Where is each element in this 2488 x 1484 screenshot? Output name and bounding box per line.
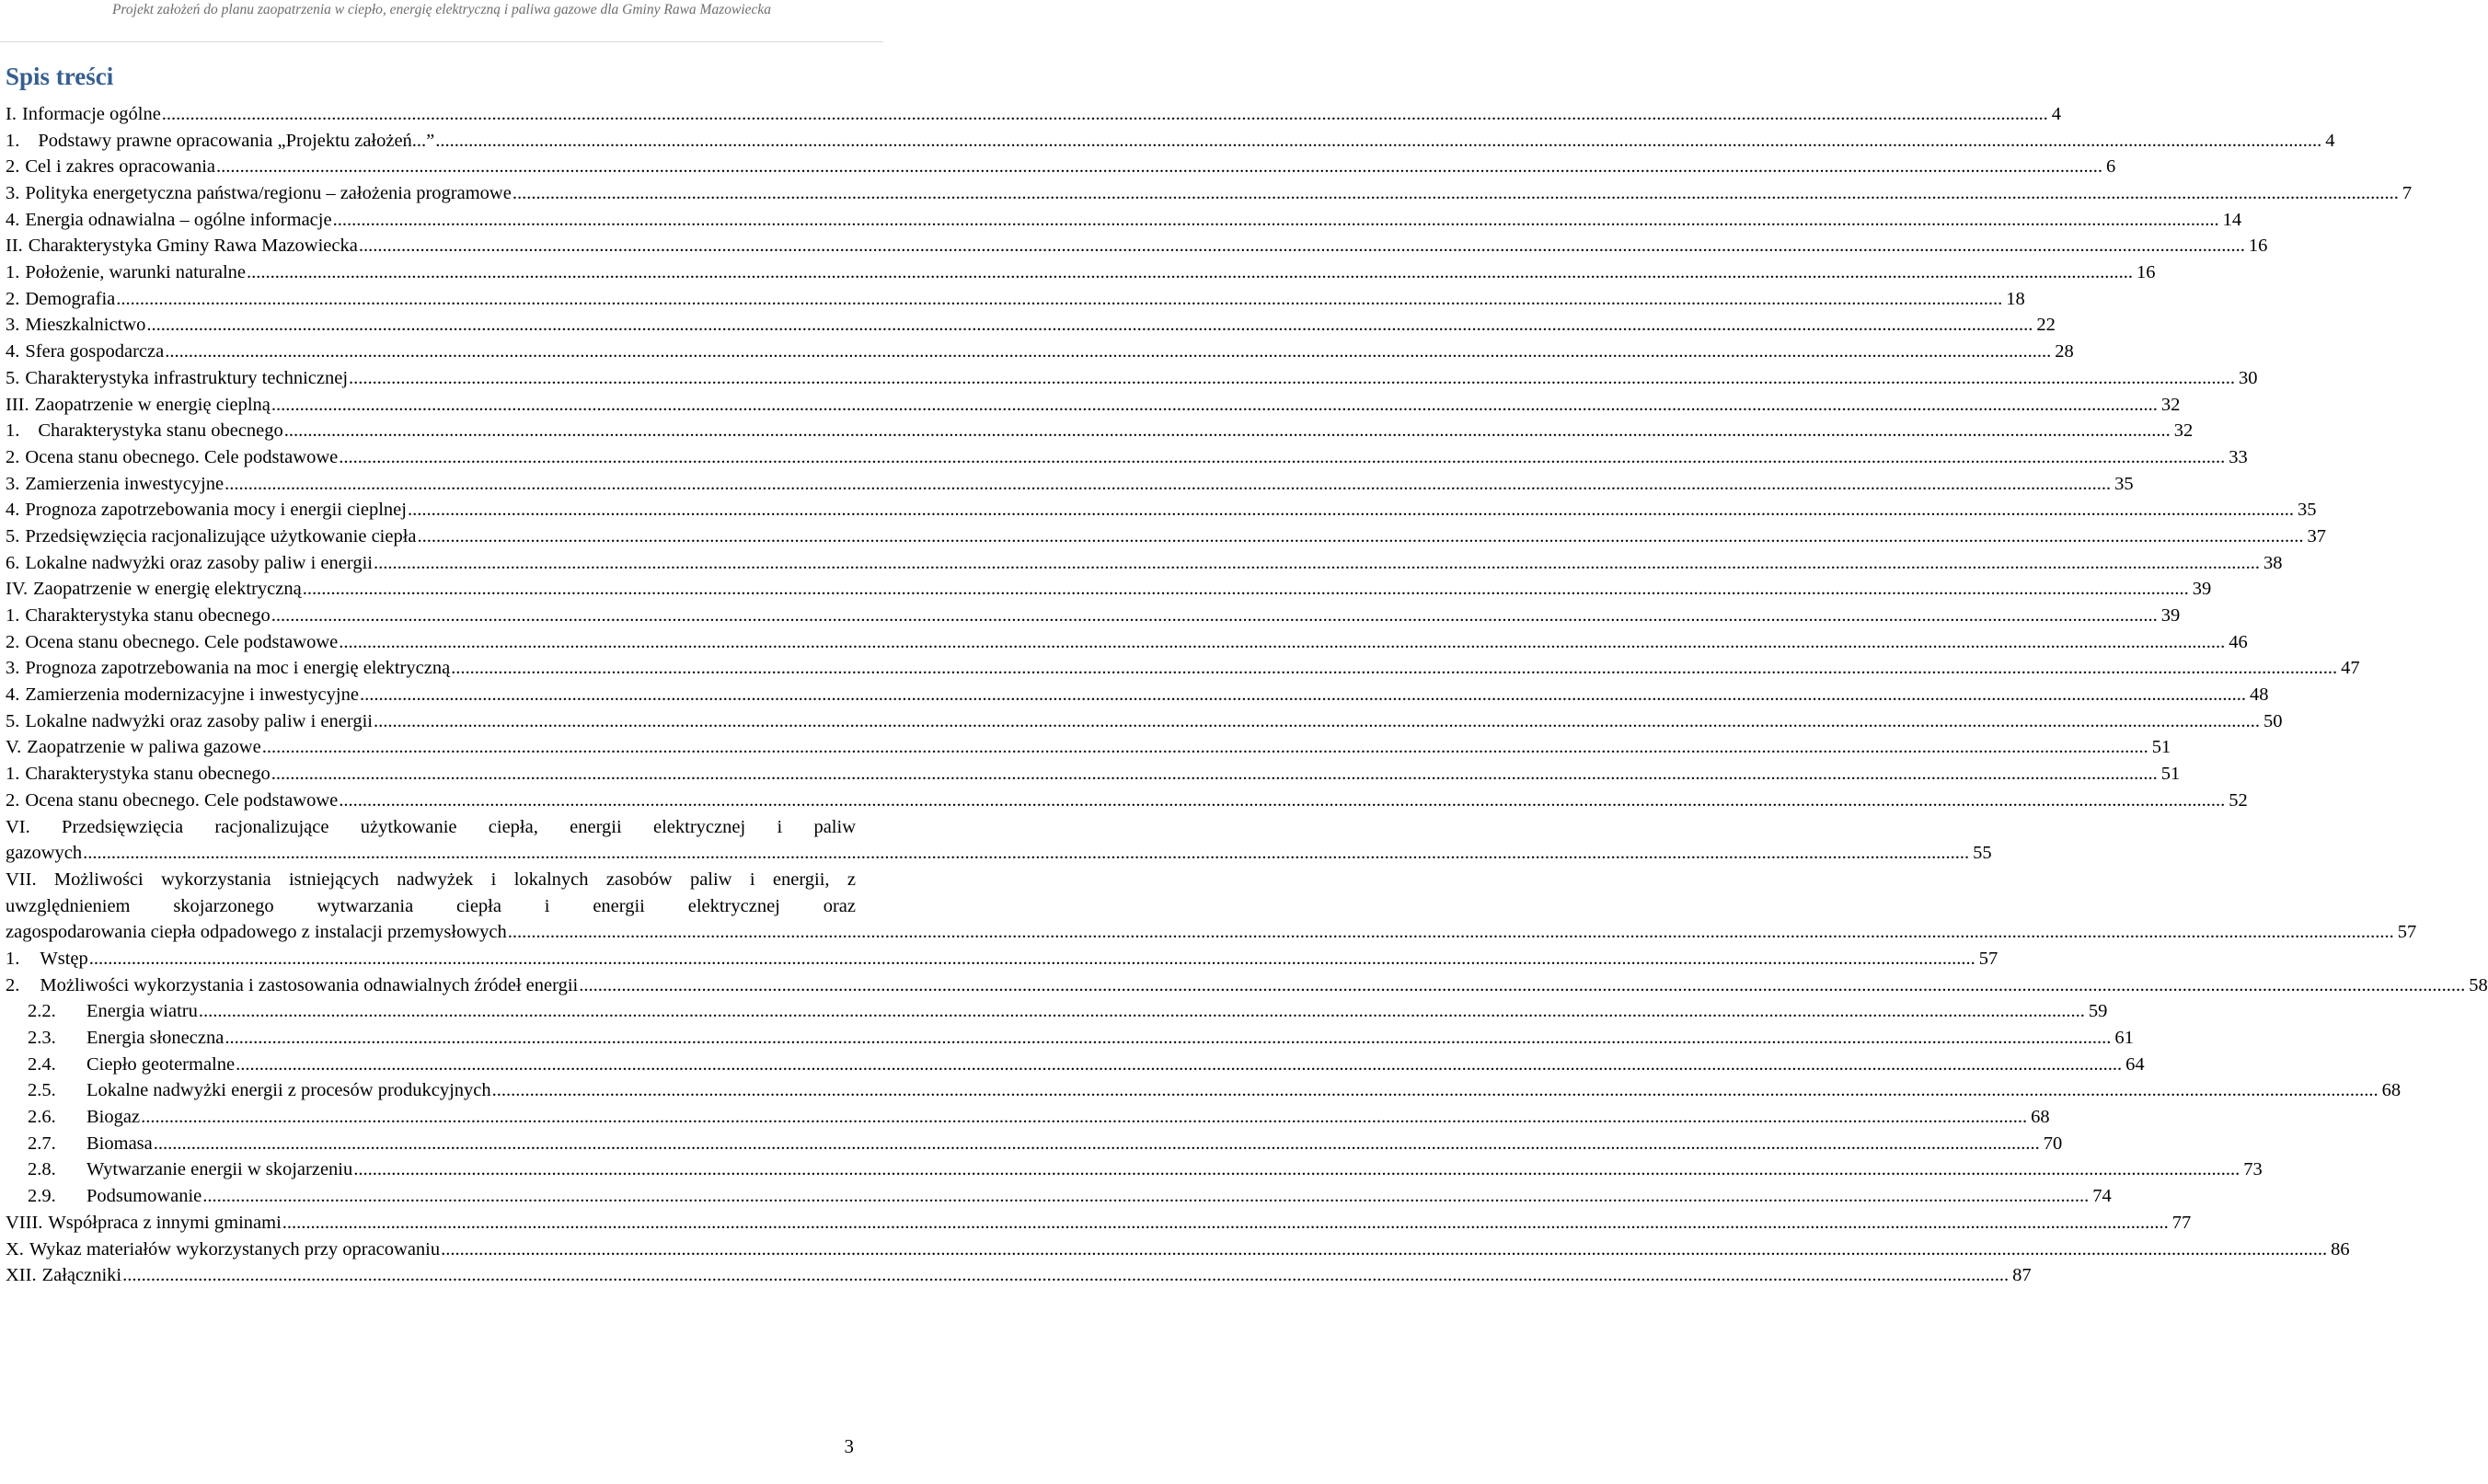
dot-leader: ................................................................................................................................................................................................................................................................................................................................................................................................................ (282, 1212, 2169, 1233)
toc-entry-page: 58 (2469, 974, 2488, 995)
dot-leader: ................................................................................................................................................................................................................................................................................................................................................................................................................ (236, 1053, 2123, 1075)
dot-leader: ................................................................................................................................................................................................................................................................................................................................................................................................................ (373, 710, 2260, 731)
toc-entry-number: 2. (6, 446, 20, 467)
toc-entry-label: Współpraca z innymi gminami (48, 1212, 282, 1233)
toc-entry[interactable] (6, 603, 2181, 629)
dot-leader: ................................................................................................................................................................................................................................................................................................................................................................................................................ (451, 658, 2338, 679)
toc-entry-page: 50 (2263, 710, 2283, 731)
toc-entry-label: Lokalne nadwyżki energii z procesów produkcyjnych (86, 1080, 491, 1101)
toc-entry-page: 32 (2160, 394, 2181, 415)
dot-leader: ................................................................................................................................................................................................................................................................................................................................................................................................................ (202, 1186, 2090, 1207)
toc-entry[interactable] (6, 1104, 2050, 1131)
toc-entry-last-line (6, 919, 2417, 946)
toc-entry-label: Energia słoneczna (86, 1028, 225, 1049)
toc-entry-label: Informacje ogólne (21, 103, 161, 124)
dot-leader: ................................................................................................................................................................................................................................................................................................................................................................................................................ (353, 1159, 2240, 1180)
toc-entry-number: 2.9. (28, 1186, 56, 1207)
toc-entry-number: XII. (6, 1265, 37, 1286)
toc-entry-label: Sfera gospodarcza (25, 341, 165, 362)
toc-entry[interactable] (6, 471, 2134, 498)
dot-leader: ................................................................................................................................................................................................................................................................................................................................................................................................................ (83, 843, 1970, 864)
toc-entry-label: Biomasa (86, 1133, 153, 1154)
toc-entry[interactable] (6, 1157, 2263, 1184)
toc-entry-page: 30 (2239, 367, 2258, 388)
toc-entry-number: 2. (6, 631, 20, 652)
toc-entry-page: 4 (2325, 130, 2335, 151)
toc-entry[interactable] (6, 629, 2248, 656)
toc-entry-number: 4. (6, 341, 20, 362)
toc-entry-label: Ocena stanu obecnego. Cele podstawowe (25, 789, 339, 811)
dot-leader: ................................................................................................................................................................................................................................................................................................................................................................................................................ (349, 367, 2236, 388)
toc-entry-label: Ocena stanu obecnego. Cele podstawowe (25, 446, 339, 467)
toc-entry-page: 48 (2249, 684, 2269, 706)
toc-entry[interactable] (6, 339, 2074, 365)
toc-entry-label: Prognoza zapotrzebowania na moc i energię elektryczną (25, 658, 451, 679)
toc-entry[interactable] (6, 418, 2194, 444)
toc-entry-label: Zaopatrzenie w energię elektryczną (33, 579, 302, 600)
toc-entry-label: Ciepło geotermalne (86, 1053, 236, 1075)
toc-entry-page: 37 (2307, 525, 2327, 546)
toc-entry[interactable] (6, 313, 2056, 339)
toc-entry-number: 5. (6, 367, 20, 388)
toc-entry-page: 47 (2341, 658, 2360, 679)
toc-entry-label-line: VI. Przedsięwzięcia racjonalizujące użytkowanie ciepła, energii elektrycznej i paliw (6, 816, 856, 837)
toc-entry[interactable] (6, 998, 2108, 1025)
toc-entry-page: 4 (2051, 103, 2062, 124)
dot-leader: ................................................................................................................................................................................................................................................................................................................................................................................................................ (358, 236, 2245, 257)
toc-entry-page: 87 (2012, 1265, 2032, 1286)
toc-entry-last-line (6, 840, 1992, 867)
dot-leader: ................................................................................................................................................................................................................................................................................................................................................................................................................ (88, 948, 1975, 969)
toc-entry-number: 1. (6, 948, 20, 969)
toc-entry-number: V. (6, 737, 22, 758)
toc-entry-page: 18 (2006, 288, 2025, 309)
toc-entry-number: 2. (6, 789, 20, 811)
toc-entry-number: 1. (6, 764, 20, 785)
toc-entry-label: Charakterystyka stanu obecnego (38, 420, 283, 442)
toc-entry-label: Lokalne nadwyżki oraz zasoby paliw i energii (25, 552, 373, 573)
dot-leader: ................................................................................................................................................................................................................................................................................................................................................................................................................ (491, 1080, 2379, 1101)
toc-entry-label: Przedsięwzięcia racjonalizujące użytkowanie ciepła (25, 525, 417, 546)
toc-entry-label: Wytwarzanie energii w skojarzeniu (86, 1159, 353, 1180)
dot-leader: ................................................................................................................................................................................................................................................................................................................................................................................................................ (198, 1001, 2085, 1022)
dot-leader: ................................................................................................................................................................................................................................................................................................................................................................................................................ (122, 1265, 2010, 1286)
toc-entry[interactable] (6, 761, 2181, 788)
header-title: Projekt założeń do planu zaopatrzenia w ciepło, energię elektryczną i paliwa gazowe dla Gminy Rawa Mazowiecka (111, 2, 772, 17)
dot-leader: ................................................................................................................................................................................................................................................................................................................................................................................................................ (271, 605, 2158, 627)
toc-entry-number: 1. (6, 420, 20, 442)
toc-entry-page: 55 (1973, 843, 1992, 864)
toc-entry-page: 73 (2243, 1159, 2263, 1180)
toc-entry-label: Wykaz materiałów wykorzystanych przy opracowaniu (29, 1238, 441, 1260)
toc-entry-label: Możliwości wykorzystania i zastosowania odnawialnych źródeł energii (40, 974, 579, 995)
toc-entry-page: 7 (2402, 183, 2413, 204)
toc-entry-number: 5. (6, 710, 20, 731)
toc-entry-label: Charakterystyka stanu obecnego (25, 764, 271, 785)
dot-leader: ................................................................................................................................................................................................................................................................................................................................................................................................................ (417, 525, 2304, 546)
toc-entry-number: III. (6, 394, 29, 415)
toc-entry-page: 74 (2092, 1186, 2112, 1207)
dot-leader: ................................................................................................................................................................................................................................................................................................................................................................................................................ (153, 1133, 2040, 1154)
toc-entry-page: 33 (2229, 446, 2248, 467)
toc-entry-label: Charakterystyka stanu obecnego (25, 605, 271, 627)
toc-entry-label: Energia wiatru (86, 1001, 198, 1022)
toc-entry-label: Podsumowanie (86, 1186, 202, 1207)
dot-leader: ................................................................................................................................................................................................................................................................................................................................................................................................................ (507, 922, 2394, 943)
toc-entry[interactable] (6, 1210, 2192, 1237)
toc-entry-page: 57 (1978, 948, 1998, 969)
toc-entry[interactable] (6, 523, 2327, 550)
toc-entry-label: Podstawy prawne opracowania „Projektu założeń...” (38, 130, 435, 151)
dot-leader: ................................................................................................................................................................................................................................................................................................................................................................................................................ (271, 394, 2158, 415)
toc-entry[interactable] (6, 207, 2242, 234)
toc-entry-number: 2.7. (28, 1133, 56, 1154)
toc-entry-page: 32 (2173, 420, 2194, 442)
toc-entry-number: 4. (6, 500, 20, 521)
toc-entry-number: 4. (6, 684, 20, 706)
toc-entry-page: 6 (2106, 156, 2116, 178)
toc-entry-page: 22 (2036, 315, 2056, 336)
toc-entry-label: Zamierzenia modernizacyjne i inwestycyjne (25, 684, 359, 706)
toc-entry-number: 2. (6, 974, 20, 995)
toc-entry-page: 38 (2263, 552, 2283, 573)
toc-entry-number: 3. (6, 473, 20, 494)
toc-entry[interactable] (6, 101, 2062, 128)
dot-leader: ................................................................................................................................................................................................................................................................................................................................................................................................................ (359, 684, 2246, 706)
toc-entry-number: 5. (6, 525, 20, 546)
toc-entry-number: IV. (6, 579, 29, 600)
toc-entry-page: 46 (2229, 631, 2248, 652)
dot-leader: ................................................................................................................................................................................................................................................................................................................................................................................................................ (579, 974, 2466, 995)
dot-leader: ................................................................................................................................................................................................................................................................................................................................................................................................................ (512, 183, 2399, 204)
toc-entry[interactable] (6, 1237, 2350, 1263)
dot-leader: ................................................................................................................................................................................................................................................................................................................................................................................................................ (339, 631, 2226, 652)
toc-entry-number: 2.4. (28, 1053, 56, 1075)
toc-entry-label: Ocena stanu obecnego. Cele podstawowe (25, 631, 339, 652)
toc-entry[interactable] (6, 1025, 2134, 1052)
toc-entry[interactable] (6, 946, 1998, 972)
toc-entry-page: 64 (2125, 1053, 2145, 1075)
toc-entry-number: 2.8. (28, 1159, 56, 1180)
toc-entry[interactable] (6, 550, 2283, 577)
toc-entry-label-line: uwzględnieniem skojarzonego wytwarzania ciepła i energii elektrycznej oraz (6, 895, 856, 916)
toc-entry-page: 51 (2151, 737, 2171, 758)
dot-leader: ................................................................................................................................................................................................................................................................................................................................................................................................................ (435, 130, 2322, 151)
dot-leader: ................................................................................................................................................................................................................................................................................................................................................................................................................ (225, 473, 2112, 494)
dot-leader: ................................................................................................................................................................................................................................................................................................................................................................................................................ (373, 552, 2260, 573)
toc-entry-number: 2. (6, 288, 20, 309)
toc-entry-label: Wstęp (40, 948, 88, 969)
dot-leader: ................................................................................................................................................................................................................................................................................................................................................................................................................ (407, 500, 2294, 521)
toc-entry-page: 51 (2160, 764, 2181, 785)
toc-entry-page: 39 (2192, 579, 2212, 600)
toc-entry-number: 1. (6, 262, 20, 283)
toc-entry-page: 35 (2114, 473, 2134, 494)
toc-entry[interactable] (6, 576, 2212, 603)
toc-entry-page: 28 (2055, 341, 2074, 362)
toc-entry-page: 16 (2137, 262, 2156, 283)
toc-entry[interactable] (6, 682, 2269, 708)
toc-entry-page: 68 (2381, 1080, 2402, 1101)
toc-entry-label: Zamierzenia inwestycyjne (25, 473, 225, 494)
toc-entry-label: Demografia (25, 288, 116, 309)
toc-entry-number: 3. (6, 183, 20, 204)
toc-entry-number: 6. (6, 552, 20, 573)
toc-entry[interactable] (6, 788, 2248, 814)
dot-leader: ................................................................................................................................................................................................................................................................................................................................................................................................................ (161, 103, 2048, 124)
toc-entry[interactable] (6, 233, 2268, 259)
toc-entry-page: 77 (2171, 1212, 2192, 1233)
dot-leader: ................................................................................................................................................................................................................................................................................................................................................................................................................ (441, 1238, 2328, 1260)
toc-entry[interactable] (6, 180, 2413, 207)
toc-entry[interactable] (6, 1052, 2145, 1078)
toc-entry-label: Prognoza zapotrzebowania mocy i energii cieplnej (25, 500, 407, 521)
toc-entry-label: Cel i zakres opracowania (25, 156, 215, 178)
toc-entry-number: 2.5. (28, 1080, 56, 1101)
toc-entry-label: Zaopatrzenie w paliwa gazowe (27, 737, 261, 758)
toc-entry-label: Charakterystyka Gminy Rawa Mazowiecka (28, 236, 358, 257)
toc-entry[interactable] (6, 497, 2317, 523)
toc-entry-label: Załączniki (41, 1265, 122, 1286)
toc-entry-label: zagospodarowania ciepła odpadowego z instalacji przemysłowych (6, 922, 507, 943)
page-header (0, 0, 883, 42)
toc-entry-number: I. (6, 103, 17, 124)
toc-entry[interactable] (6, 867, 2417, 946)
toc-entry-label: gazowych (6, 843, 83, 864)
dot-leader: ................................................................................................................................................................................................................................................................................................................................................................................................................ (339, 446, 2226, 467)
dot-leader: ................................................................................................................................................................................................................................................................................................................................................................................................................ (141, 1107, 2028, 1128)
toc-entry-number: 1. (6, 130, 20, 151)
toc-entry[interactable] (6, 154, 2116, 180)
toc-entry-label: Polityka energetyczna państwa/regionu – założenia programowe (25, 183, 512, 204)
toc-entry-page: 70 (2043, 1133, 2063, 1154)
toc-entry[interactable] (6, 735, 2171, 762)
toc-entry-number: 1. (6, 605, 20, 627)
toc-entry[interactable] (6, 128, 2335, 155)
page-number: 3 (844, 1435, 854, 1457)
toc-title: Spis treści (6, 63, 114, 90)
toc-entry[interactable] (6, 708, 2283, 735)
toc-entry-number: 3. (6, 315, 20, 336)
toc-entry-number: X. (6, 1238, 24, 1260)
dot-leader: ................................................................................................................................................................................................................................................................................................................................................................................................................ (247, 262, 2134, 283)
toc-entry[interactable] (6, 655, 2360, 682)
dot-leader: ................................................................................................................................................................................................................................................................................................................................................................................................................ (302, 579, 2189, 600)
dot-leader: ................................................................................................................................................................................................................................................................................................................................................................................................................ (165, 341, 2052, 362)
dot-leader: ................................................................................................................................................................................................................................................................................................................................................................................................................ (332, 209, 2219, 230)
dot-leader: ................................................................................................................................................................................................................................................................................................................................................................................................................ (271, 764, 2158, 785)
dot-leader: ................................................................................................................................................................................................................................................................................................................................................................................................................ (339, 789, 2226, 811)
toc-entry[interactable] (6, 365, 2258, 392)
toc-entry-label: Lokalne nadwyżki oraz zasoby paliw i energii (25, 710, 373, 731)
toc-entry-page: 35 (2297, 500, 2317, 521)
toc-entry-page: 14 (2222, 209, 2242, 230)
toc-entry-page: 68 (2031, 1107, 2050, 1128)
toc-entry-number: 2.6. (28, 1107, 56, 1128)
toc-entry-page: 61 (2114, 1028, 2134, 1049)
dot-leader: ................................................................................................................................................................................................................................................................................................................................................................................................................ (146, 315, 2033, 336)
toc-entry[interactable] (6, 444, 2248, 471)
toc-entry[interactable] (6, 392, 2181, 419)
toc-entry-page: 52 (2229, 789, 2248, 811)
table-of-contents (6, 101, 2488, 1289)
toc-entry-label: Charakterystyka infrastruktury technicznej (25, 367, 349, 388)
toc-entry-page: 16 (2248, 236, 2268, 257)
toc-entry-label: Biogaz (86, 1107, 141, 1128)
dot-leader: ................................................................................................................................................................................................................................................................................................................................................................................................................ (261, 737, 2148, 758)
toc-entry-label: Mieszkalnictwo (25, 315, 146, 336)
dot-leader: ................................................................................................................................................................................................................................................................................................................................................................................................................ (116, 288, 2003, 309)
toc-entry[interactable] (6, 286, 2025, 313)
toc-entry-page: 59 (2088, 1001, 2108, 1022)
toc-entry-number: II. (6, 236, 23, 257)
dot-leader: ................................................................................................................................................................................................................................................................................................................................................................................................................ (216, 156, 2102, 178)
dot-leader: ................................................................................................................................................................................................................................................................................................................................................................................................................ (283, 420, 2171, 442)
toc-entry-label: Położenie, warunki naturalne (25, 262, 247, 283)
toc-entry[interactable] (6, 972, 2488, 999)
toc-entry[interactable] (6, 814, 1992, 867)
toc-entry[interactable] (6, 1131, 2063, 1157)
toc-entry-label: Energia odnawialna – ogólne informacje (25, 209, 332, 230)
toc-entry-page: 86 (2331, 1238, 2350, 1260)
toc-entry-label-line: VII. Możliwości wykorzystania istniejących nadwyżek i lokalnych zasobów paliw i energii, z (6, 869, 856, 890)
toc-entry[interactable] (6, 1077, 2402, 1104)
toc-entry-number: 2. (6, 156, 20, 178)
toc-entry-number: 3. (6, 658, 20, 679)
toc-entry-page: 57 (2397, 922, 2417, 943)
toc-entry[interactable] (6, 259, 2156, 286)
toc-entry-number: VIII. (6, 1212, 43, 1233)
toc-entry-number: 4. (6, 209, 20, 230)
toc-entry-page: 39 (2160, 605, 2181, 627)
toc-entry-label: Zaopatrzenie w energię cieplną (34, 394, 271, 415)
toc-entry-number: 2.2. (28, 1001, 56, 1022)
toc-entry[interactable] (6, 1262, 2032, 1289)
toc-entry[interactable] (6, 1183, 2112, 1210)
toc-entry-number: 2.3. (28, 1028, 56, 1049)
dot-leader: ................................................................................................................................................................................................................................................................................................................................................................................................................ (225, 1028, 2112, 1049)
